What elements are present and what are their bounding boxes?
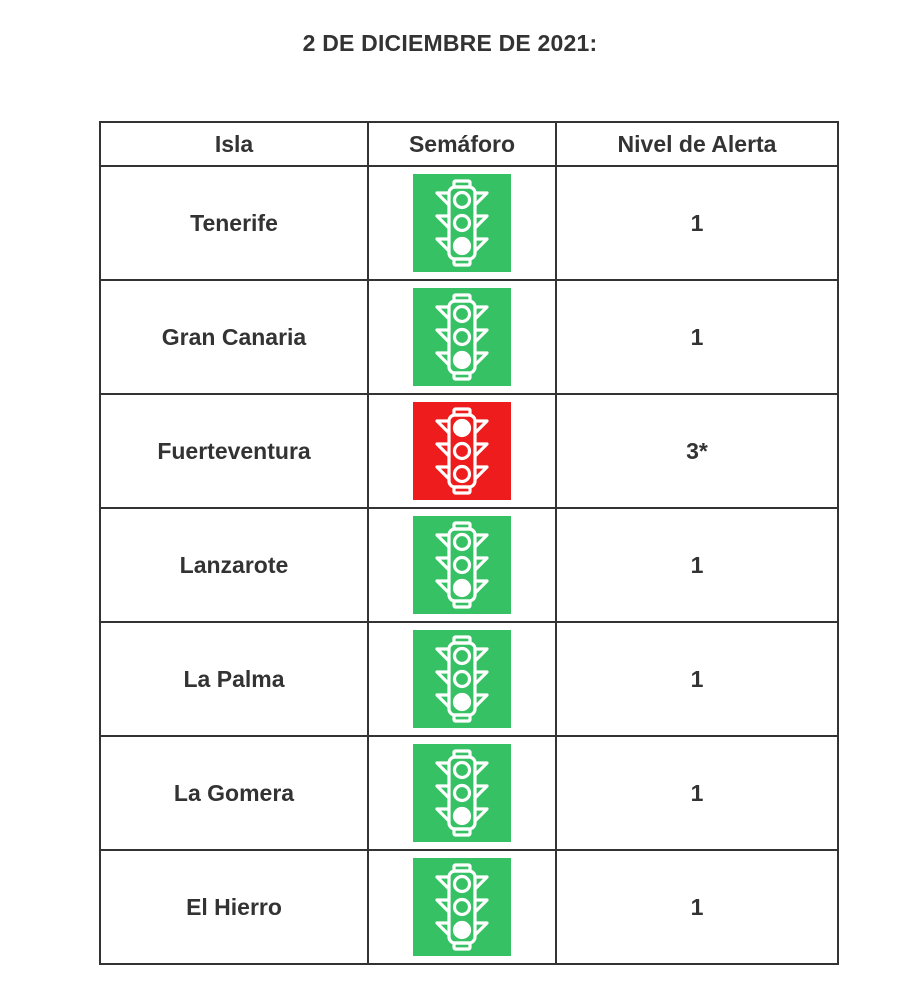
table-row: [100, 394, 838, 508]
table-row: [100, 850, 838, 964]
table-row: [100, 736, 838, 850]
traffic-light-green-icon: [413, 288, 511, 386]
island-name: Tenerife: [100, 166, 368, 280]
semaforo-cell: [368, 280, 556, 394]
traffic-light-green-icon: [413, 516, 511, 614]
island-name: Gran Canaria: [100, 280, 368, 394]
semaforo-cell: [368, 508, 556, 622]
island-name: La Palma: [100, 622, 368, 736]
traffic-light-green-icon: [413, 174, 511, 272]
alert-level: 3*: [556, 394, 838, 508]
traffic-light-green-icon: [413, 630, 511, 728]
alert-level: 1: [556, 508, 838, 622]
alert-level: 1: [556, 850, 838, 964]
island-name: El Hierro: [100, 850, 368, 964]
header-nivel: Nivel de Alerta: [556, 122, 838, 166]
traffic-light-red-icon: [413, 402, 511, 500]
semaforo-cell: [368, 622, 556, 736]
semaforo-cell: [368, 394, 556, 508]
traffic-light-green-icon: [413, 744, 511, 842]
alert-level: 1: [556, 736, 838, 850]
semaforo-cell: [368, 850, 556, 964]
table-row: [100, 508, 838, 622]
alert-level: 1: [556, 280, 838, 394]
alert-level-table: [99, 121, 839, 965]
island-name: Fuerteventura: [100, 394, 368, 508]
header-isla: Isla: [100, 122, 368, 166]
table-row: [100, 622, 838, 736]
table-row: [100, 280, 838, 394]
semaforo-cell: [368, 166, 556, 280]
island-name: La Gomera: [100, 736, 368, 850]
page-title: 2 DE DICIEMBRE DE 2021:: [302, 30, 598, 56]
alert-level: 1: [556, 166, 838, 280]
table-row: [100, 166, 838, 280]
header-semaforo: Semáforo: [368, 122, 556, 166]
table-header-row: [100, 122, 838, 166]
island-name: Lanzarote: [100, 508, 368, 622]
alert-level: 1: [556, 622, 838, 736]
traffic-light-green-icon: [413, 858, 511, 956]
semaforo-cell: [368, 736, 556, 850]
